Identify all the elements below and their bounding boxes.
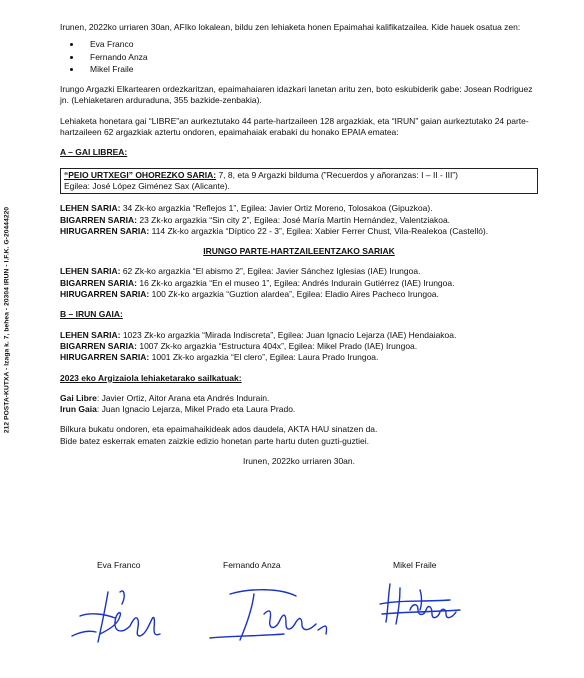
honor-award-line bbox=[64, 170, 534, 181]
award-text: 23 Zk-ko argazkia “Sin city 2”, Egilea: José María Martín Hernández, Valentziakoa. bbox=[136, 214, 451, 225]
section-a-awards bbox=[60, 203, 538, 237]
award-text: 114 Zk-ko argazkia “Díptico 22 - 3”, Egilea: Xabier Ferrer Chust, Vila-Realekoa (Castelló). bbox=[149, 225, 489, 236]
signature-block bbox=[60, 560, 538, 660]
closing-line: Bilkura bukatu ondoren, eta epaimahaikideak ados daudela, AKTA HAU sinatzen da. bbox=[60, 424, 378, 435]
award-text: 62 Zk-ko argazkia “El abismo 2”, Egilea: Javier Sánchez Iglesias (IAE) Irungoa. bbox=[120, 266, 421, 277]
irun-participants-heading: IRUNGO PARTE-HARTZAILEENTZAKO SARIAK bbox=[203, 246, 395, 257]
award-label: HIRUGARREN SARIA: bbox=[60, 225, 150, 236]
selected-list bbox=[60, 393, 538, 416]
intro-paragraph: Irunen, 2022ko urriaren 30an, AFIko lokalean, bildu zen lehiaketa honen Epaimahai kalifikatzailea. Kide hauek osatua zen: bbox=[60, 22, 521, 32]
closing-paragraph bbox=[60, 424, 538, 447]
jury-member: • Mikel Fraile bbox=[82, 64, 538, 75]
honor-award-author: Egilea: José López Giménez Sax (Alicante). bbox=[64, 180, 230, 191]
award-text: 16 Zk-ko argazkia “En el museo 1”, Egilea: Andrés Indurain Gutiérrez (IAE) Irungoa. bbox=[136, 277, 455, 288]
award-text: 100 Zk-ko argazkia “Guztion alardea”, Egilea: Eladio Aires Pacheco Irungoa. bbox=[149, 289, 439, 300]
selected-heading: 2023 eko Argizaiola lehiaketarako sailkatuak: bbox=[60, 372, 242, 383]
place-date: Irunen, 2022ko urriaren 30an. bbox=[243, 456, 355, 467]
selected-line bbox=[60, 393, 538, 404]
selected-label: Gai Libre bbox=[60, 392, 97, 403]
signature-fernando-anza bbox=[200, 574, 360, 654]
award-line bbox=[60, 226, 538, 237]
selected-label: Irun Gaia bbox=[60, 404, 97, 415]
award-text: 1007 Zk-ko argazkia “Estructura 404x”, Egilea: Mikel Prado (IAE) Irungoa. bbox=[136, 340, 418, 351]
side-vertical-address bbox=[2, 155, 14, 485]
signature-eva-franco bbox=[60, 574, 190, 654]
selected-text: : Juan Ignacio Lejarza, Mikel Prado eta Laura Prado. bbox=[96, 404, 296, 415]
selected-text: : Javier Ortiz, Aitor Arana eta Andrés Indurain. bbox=[96, 392, 270, 403]
award-line bbox=[60, 289, 538, 300]
award-line bbox=[60, 215, 538, 226]
irun-participants-awards bbox=[60, 266, 538, 300]
section-b-heading: B – IRUN GAIA: bbox=[60, 309, 123, 320]
closing-line: Bide batez eskerrak ematen zaizkie edizio honetan parte hartu duten guzti-guztiei. bbox=[60, 435, 370, 446]
section-a-heading: A – GAI LIBREA: bbox=[60, 147, 128, 158]
award-text: 1023 Zk-ko argazkia “Mirada Indiscreta”, Egilea: Juan Ignacio Lejarza (IAE) Hendaiakoa. bbox=[120, 329, 457, 340]
award-text: 1001 Zk-ko argazkia “El clero”, Egilea: Laura Prado Irungoa. bbox=[149, 352, 379, 363]
award-line bbox=[60, 352, 538, 363]
honor-award-box bbox=[60, 168, 538, 195]
honor-award-text: 7, 8, eta 9 Argazki bilduma (”Recuerdos y añoranzas: I – II - III”) bbox=[216, 169, 458, 180]
award-line bbox=[60, 341, 538, 352]
jury-list bbox=[60, 39, 538, 75]
award-label: LEHEN SARIA: bbox=[60, 266, 121, 277]
signature-name: Fernando Anza bbox=[223, 560, 281, 570]
document-body bbox=[60, 22, 538, 467]
award-label: BIGARREN SARIA: bbox=[60, 340, 137, 351]
section-b-awards bbox=[60, 330, 538, 364]
signature-name: Eva Franco bbox=[97, 560, 141, 570]
representation-paragraph: Irungo Argazki Elkartearen ordezkaritzan, epaimahaiaren idazkari lanetan aritu zen, boto eskubiderik gabe: Josean Rodriguez jn. (Lehiaketaren arduraduna, 355 bazkide-zenbakia). bbox=[60, 84, 533, 106]
jury-member: • Fernando Anza bbox=[82, 52, 538, 63]
summary-paragraph: Lehiaketa honetara gai “LIBRE”an aurkeztutako 44 parte-hartzaileen 128 argazkiak, eta “IRUN” gaian aurkeztutako 24 parte-hartzaileen 62 argazkiak aztertu ondoren, epaimahaiak erabaki du honako EPAIA ematea: bbox=[60, 115, 529, 138]
award-line bbox=[60, 330, 538, 341]
award-line bbox=[60, 203, 538, 214]
selected-line bbox=[60, 404, 538, 415]
signature-mikel-fraile bbox=[360, 574, 500, 654]
award-label: BIGARREN SARIA: bbox=[60, 277, 137, 288]
award-line bbox=[60, 278, 538, 289]
award-text: 34 Zk-ko argazkia “Reflejos 1”, Egilea: Javier Ortiz Moreno, Tolosakoa (Gipuzkoa). bbox=[120, 203, 433, 214]
award-line bbox=[60, 266, 538, 277]
signature-name: Mikel Fraile bbox=[393, 560, 437, 570]
award-label: BIGARREN SARIA: bbox=[60, 214, 137, 225]
award-label: HIRUGARREN SARIA: bbox=[60, 352, 150, 363]
honor-award-label: “PEIO URTXEGI” OHOREZKO SARIA: bbox=[64, 169, 217, 180]
jury-member: • Eva Franco bbox=[82, 39, 538, 50]
award-label: LEHEN SARIA: bbox=[60, 329, 121, 340]
award-label: LEHEN SARIA: bbox=[60, 203, 121, 214]
award-label: HIRUGARREN SARIA: bbox=[60, 289, 150, 300]
side-address-text: 212 POSTA-KUTXA - Izaga k. 7, behea - 20304 IRUN - I.F.K. G-20444220 bbox=[3, 206, 11, 434]
